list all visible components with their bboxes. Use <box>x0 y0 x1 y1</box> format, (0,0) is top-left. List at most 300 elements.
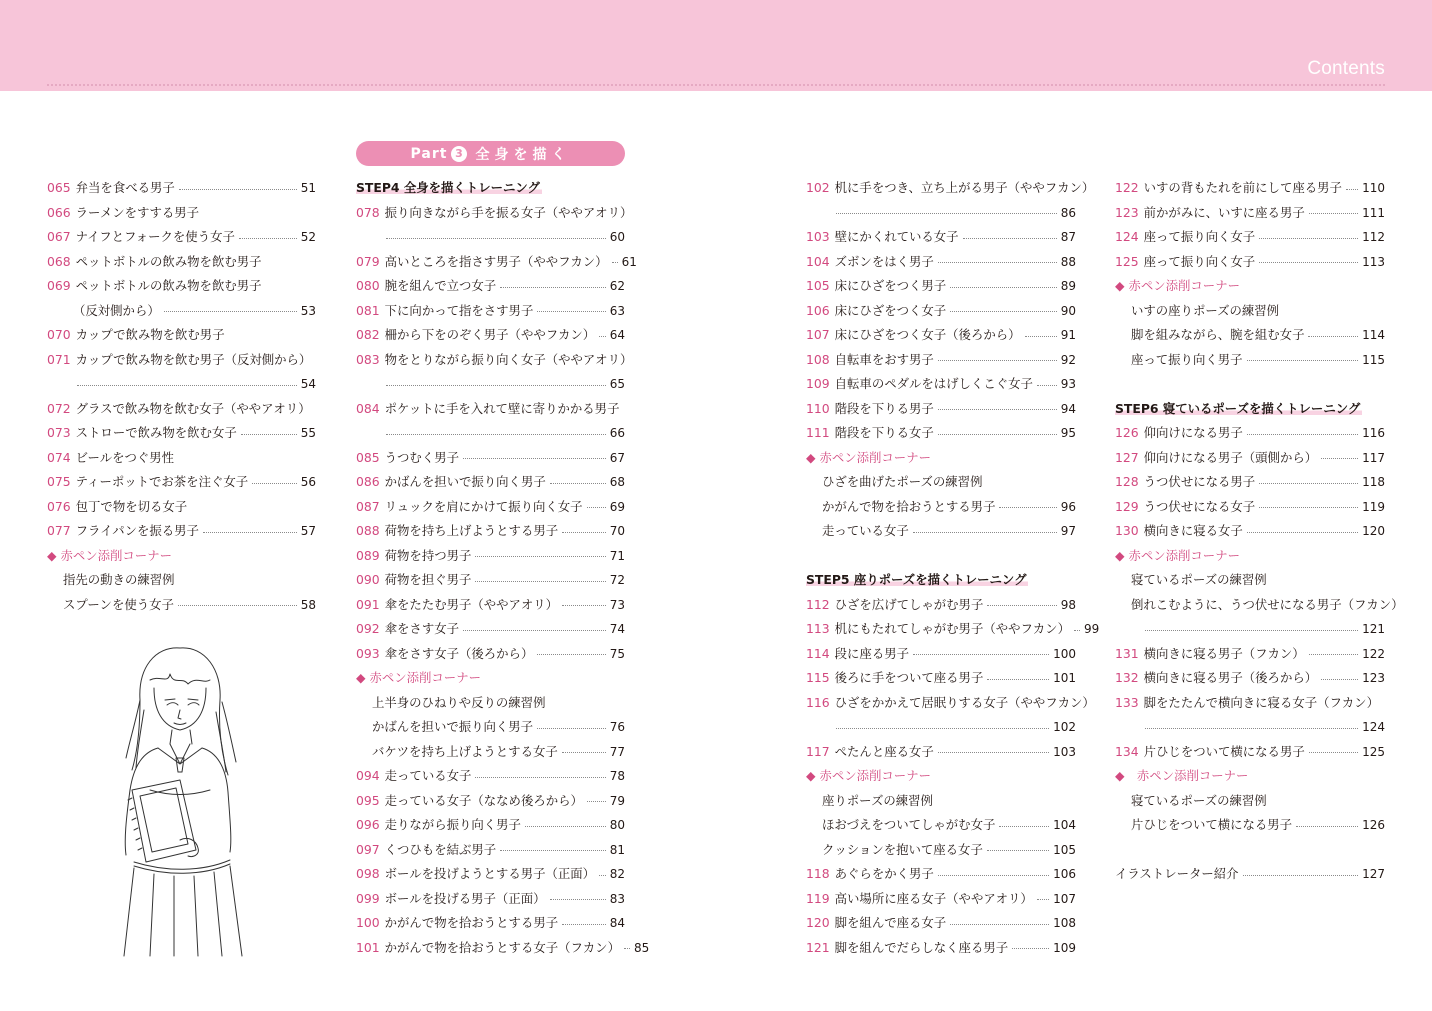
page-title: Contents <box>1307 58 1385 79</box>
entry-number: 094 <box>356 768 380 784</box>
toc-entry <box>356 250 637 275</box>
toc-entry <box>356 299 625 324</box>
entry-page-number: 93 <box>1060 377 1076 392</box>
entry-number: 100 <box>356 915 380 931</box>
dot-leader <box>938 262 1057 263</box>
entry-number: 095 <box>356 792 380 808</box>
toc-entry <box>1115 495 1385 520</box>
entry-number: 122 <box>1115 180 1139 196</box>
entry-page-number: 112 <box>1362 230 1385 245</box>
corner-heading-text: ◆ 赤ペン添削コーナー <box>806 449 931 465</box>
entry-number: 131 <box>1115 645 1139 661</box>
toc-entry <box>1115 691 1385 716</box>
correction-corner-heading <box>1115 544 1385 569</box>
dot-leader <box>550 483 606 484</box>
dot-leader <box>1259 238 1358 239</box>
toc-entry <box>1115 250 1385 275</box>
toc-entry <box>356 642 625 667</box>
toc-entry <box>1115 446 1385 471</box>
toc-entry <box>356 470 625 495</box>
toc-entry <box>356 519 625 544</box>
toc-entry <box>1115 740 1385 765</box>
dot-leader <box>562 924 606 925</box>
entry-page-number: 104 <box>1053 818 1076 833</box>
toc-entry <box>806 323 1076 348</box>
entry-title: いすの座りポーズの練習例 <box>1131 302 1280 318</box>
dot-leader <box>599 875 606 876</box>
entry-page-number: 63 <box>609 303 625 318</box>
entry-page-number: 71 <box>609 548 625 563</box>
entry-number: 108 <box>806 351 830 367</box>
dot-leader <box>252 483 297 484</box>
toc-entry-continuation <box>47 299 316 324</box>
entry-number: 112 <box>806 596 830 612</box>
dot-leader <box>525 826 606 827</box>
entry-title: 机に手をつき、立ち上がる男子（ややフカン） <box>834 180 1095 196</box>
entry-number: 087 <box>356 498 380 514</box>
entry-number: 120 <box>806 915 830 931</box>
entry-title: うつむく男子 <box>384 449 459 465</box>
entry-number: 111 <box>806 425 830 441</box>
dot-leader <box>963 238 1057 239</box>
entry-page-number: 107 <box>1053 891 1076 906</box>
dot-leader <box>1037 899 1049 900</box>
toc-column-4 <box>1115 176 1404 887</box>
entry-number: 104 <box>806 253 830 269</box>
corner-heading-text: ◆ 赤ペン添削コーナー <box>1115 278 1240 294</box>
toc-sub-entry <box>806 495 1076 520</box>
entry-page-number: 77 <box>609 744 625 759</box>
entry-title: 座って振り向く女子 <box>1143 253 1256 269</box>
entry-title: 包丁で物を切る女子 <box>75 498 188 514</box>
entry-page-number: 113 <box>1362 254 1385 269</box>
entry-number: 109 <box>806 376 830 392</box>
entry-page-number: 83 <box>609 891 625 906</box>
entry-number: 066 <box>47 204 71 220</box>
entry-title: カップで飲み物を飲む男子 <box>75 327 225 343</box>
entry-title: 仰向けになる男子（頭側から） <box>1143 449 1318 465</box>
toc-sub-entry <box>1115 299 1385 324</box>
toc-sub-entry <box>1115 813 1385 838</box>
toc-entry <box>47 201 316 226</box>
entry-page-number: 67 <box>609 450 625 465</box>
entry-page-number: 108 <box>1053 916 1076 931</box>
entry-page-number: 126 <box>1362 818 1385 833</box>
entry-page-number: 116 <box>1362 426 1385 441</box>
entry-page-number: 88 <box>1060 254 1076 269</box>
toc-entry <box>806 617 1100 642</box>
toc-entry <box>47 470 316 495</box>
entry-number: 128 <box>1115 474 1139 490</box>
entry-title: 横向きに寝る女子 <box>1143 523 1243 539</box>
entry-number: 085 <box>356 449 380 465</box>
dot-leader <box>386 238 606 239</box>
toc-entry <box>356 617 625 642</box>
dot-leader <box>1247 360 1359 361</box>
dot-leader <box>938 409 1057 410</box>
entry-title: 机にもたれてしゃがむ男子（ややフカン） <box>834 621 1070 637</box>
toc-sub-entry <box>1115 593 1404 618</box>
step-heading-text: STEP5 座りポーズを描くトレーニング <box>806 572 1027 588</box>
toc-column-3 <box>806 176 1100 960</box>
toc-sub-entry <box>1115 568 1385 593</box>
entry-title: かがんで物を拾おうとする男子 <box>384 915 559 931</box>
entry-title: ペットボトルの飲み物を飲む男子 <box>75 278 262 294</box>
toc-entry <box>356 348 633 373</box>
toc-entry <box>1115 862 1385 887</box>
dot-leader <box>386 385 606 386</box>
toc-entry <box>1115 421 1385 446</box>
entry-title: 弁当を食べる男子 <box>75 180 175 196</box>
dot-leader <box>1309 752 1358 753</box>
entry-number: 102 <box>806 180 830 196</box>
entry-number: 071 <box>47 351 71 367</box>
correction-corner-heading <box>1115 764 1385 789</box>
corner-heading-text: ◆ 赤ペン添削コーナー <box>1115 547 1240 563</box>
dot-leader <box>1145 630 1358 631</box>
dot-leader <box>999 826 1049 827</box>
entry-title: うつ伏せになる男子 <box>1143 474 1256 490</box>
entry-title: ティーポットでお茶を注ぐ女子 <box>75 474 249 490</box>
dot-leader <box>239 238 297 239</box>
entry-title: 荷物を担ぐ男子 <box>384 572 472 588</box>
entry-number: 092 <box>356 621 380 637</box>
entry-number: 090 <box>356 572 380 588</box>
entry-page-number: 117 <box>1362 450 1385 465</box>
entry-title: ひざを曲げたポーズの練習例 <box>822 474 983 490</box>
entry-number: 133 <box>1115 694 1139 710</box>
corner-heading-text: ◆ 赤ペン添削コーナー <box>806 768 931 784</box>
entry-page-number: 69 <box>609 499 625 514</box>
entry-title: 寝ているポーズの練習例 <box>1131 572 1267 588</box>
entry-number: 121 <box>806 939 830 955</box>
entry-title: 高いところを指さす男子（ややフカン） <box>384 253 608 269</box>
toc-entry <box>806 740 1076 765</box>
entry-title: 物をとりながら振り向く女子（ややアオリ） <box>384 351 633 367</box>
correction-corner-heading <box>806 764 1076 789</box>
toc-sub-entry <box>1115 348 1385 373</box>
entry-page-number: 122 <box>1362 646 1385 661</box>
entry-page-number: 51 <box>300 181 316 196</box>
toc-entry <box>356 838 625 863</box>
dot-leader <box>463 630 606 631</box>
entry-title: グラスで飲み物を飲む女子（ややアオリ） <box>75 400 311 416</box>
toc-entry <box>806 666 1076 691</box>
toc-entry <box>356 495 625 520</box>
toc-entry <box>356 764 625 789</box>
toc-entry <box>806 225 1076 250</box>
entry-page-number: 125 <box>1362 744 1385 759</box>
entry-number: 096 <box>356 817 380 833</box>
dot-leader <box>950 287 1057 288</box>
dot-leader <box>587 801 606 802</box>
entry-number: 072 <box>47 400 71 416</box>
entry-page-number: 101 <box>1053 671 1076 686</box>
header-banner <box>0 0 1432 91</box>
dot-leader <box>987 605 1056 606</box>
entry-page-number: 80 <box>609 818 625 833</box>
toc-entry-continuation <box>806 201 1076 226</box>
toc-sub-entry <box>356 715 625 740</box>
entry-title: ナイフとフォークを使う女子 <box>75 229 235 245</box>
entry-page-number: 111 <box>1362 205 1385 220</box>
entry-page-number: 106 <box>1053 867 1076 882</box>
toc-entry <box>806 887 1076 912</box>
toc-entry <box>47 421 316 446</box>
schoolgirl-illustration <box>110 640 250 964</box>
dot-leader <box>587 507 606 508</box>
entry-title: （反対側から） <box>73 302 160 318</box>
step-heading <box>806 568 1076 593</box>
entry-number: 118 <box>806 866 830 882</box>
entry-title: 走りながら振り向く男子 <box>384 817 521 833</box>
entry-title: ボールを投げようとする男子（正面） <box>384 866 596 882</box>
entry-number: 088 <box>356 523 380 539</box>
entry-title: 前かがみに、いすに座る男子 <box>1143 204 1305 220</box>
dot-leader <box>550 899 606 900</box>
entry-title: 自転車をおす男子 <box>834 351 934 367</box>
entry-title: 振り向きながら手を振る女子（ややアオリ） <box>384 204 633 220</box>
toc-entry <box>47 250 316 275</box>
entry-page-number: 99 <box>1083 622 1100 637</box>
entry-title: 段に座る男子 <box>834 645 909 661</box>
toc-sub-entry <box>47 568 316 593</box>
correction-corner-heading <box>806 446 1076 471</box>
entry-number: 067 <box>47 229 71 245</box>
entry-title: スプーンを使う女子 <box>63 596 174 612</box>
entry-number: 125 <box>1115 253 1139 269</box>
entry-number: 119 <box>806 890 830 906</box>
toc-column-2 <box>356 176 650 960</box>
entry-title: 高い場所に座る女子（ややアオリ） <box>834 890 1033 906</box>
entry-page-number: 120 <box>1362 524 1385 539</box>
entry-page-number: 65 <box>609 377 625 392</box>
toc-entry <box>806 397 1076 422</box>
dot-leader <box>1259 483 1358 484</box>
entry-number: 079 <box>356 253 380 269</box>
entry-title: 傘をたたむ男子（ややアオリ） <box>384 596 559 612</box>
dot-leader <box>987 850 1049 851</box>
entry-title: 柵から下をのぞく男子（ややフカン） <box>384 327 596 343</box>
entry-page-number: 78 <box>609 769 625 784</box>
toc-entry <box>1115 519 1385 544</box>
entry-page-number: 87 <box>1060 230 1076 245</box>
entry-page-number: 81 <box>609 842 625 857</box>
entry-number: 101 <box>356 939 380 955</box>
entry-title: ひざを広げてしゃがむ男子 <box>834 596 984 612</box>
entry-page-number: 85 <box>633 940 650 955</box>
toc-sub-entry <box>356 691 625 716</box>
entry-title: 脚を組んでだらしなく座る男子 <box>834 939 1009 955</box>
toc-entry <box>806 274 1076 299</box>
entry-page-number: 100 <box>1053 646 1076 661</box>
dot-leader <box>475 777 605 778</box>
entry-title: かがんで物を拾おうとする女子（フカン） <box>384 939 620 955</box>
step-heading <box>356 176 625 201</box>
toc-entry <box>1115 642 1385 667</box>
entry-page-number: 121 <box>1362 622 1385 637</box>
toc-entry <box>806 372 1076 397</box>
dot-leader <box>950 311 1057 312</box>
toc-entry <box>1115 666 1385 691</box>
entry-title: 走っている女子 <box>384 768 472 784</box>
entry-title: 走っている女子 <box>822 523 909 539</box>
dot-leader <box>1025 336 1057 337</box>
dot-leader <box>1247 434 1358 435</box>
entry-number: 074 <box>47 449 71 465</box>
toc-entry <box>806 642 1076 667</box>
entry-number: 103 <box>806 229 830 245</box>
toc-entry <box>356 887 625 912</box>
entry-page-number: 98 <box>1060 597 1076 612</box>
dot-leader <box>475 556 605 557</box>
entry-number: 083 <box>356 351 380 367</box>
entry-title: 座って振り向く男子 <box>1131 351 1243 367</box>
toc-entry <box>356 862 625 887</box>
entry-title: 横向きに寝る男子（後ろから） <box>1143 670 1318 686</box>
dot-leader <box>938 752 1049 753</box>
corner-heading-text: ◆ 赤ペン添削コーナー <box>47 547 172 563</box>
entry-number: 075 <box>47 474 71 490</box>
toc-sub-entry <box>356 740 625 765</box>
toc-sub-entry <box>1115 789 1385 814</box>
dot-leader <box>562 532 606 533</box>
dot-leader <box>1309 213 1358 214</box>
entry-page-number: 110 <box>1362 181 1385 196</box>
toc-entry <box>356 936 650 961</box>
entry-page-number: 114 <box>1362 328 1385 343</box>
entry-title: いすの背もたれを前にして座る男子 <box>1143 180 1342 196</box>
dot-leader <box>1247 532 1358 533</box>
toc-entry <box>47 397 316 422</box>
entry-page-number: 103 <box>1053 744 1076 759</box>
toc-entry <box>806 862 1076 887</box>
entry-title: 後ろに手をついて座る男子 <box>834 670 984 686</box>
entry-page-number: 55 <box>300 426 316 441</box>
entry-page-number: 95 <box>1060 426 1076 441</box>
entry-number: 084 <box>356 400 380 416</box>
toc-entry <box>1115 201 1385 226</box>
entry-title: あぐらをかく男子 <box>834 866 934 882</box>
toc-entry <box>1115 470 1385 495</box>
dot-leader <box>203 532 297 533</box>
dot-leader <box>938 360 1057 361</box>
toc-entry <box>806 348 1076 373</box>
entry-page-number: 123 <box>1362 671 1385 686</box>
toc-entry-continuation <box>1115 715 1385 740</box>
dot-leader <box>1308 336 1358 337</box>
dot-leader <box>77 385 297 386</box>
entry-number: 089 <box>356 547 380 563</box>
toc-entry <box>1115 225 1385 250</box>
entry-page-number: 124 <box>1362 720 1385 735</box>
entry-number: 132 <box>1115 670 1139 686</box>
entry-title: ビールをつぐ男性 <box>75 449 175 465</box>
entry-title: 寝ているポーズの練習例 <box>1131 792 1267 808</box>
toc-entry <box>806 936 1076 961</box>
entry-number: 124 <box>1115 229 1139 245</box>
entry-page-number: 102 <box>1053 720 1076 735</box>
corner-heading-text: ◆ 赤ペン添削コーナー <box>356 670 481 686</box>
entry-title: くつひもを結ぶ男子 <box>384 841 497 857</box>
entry-page-number: 64 <box>609 328 625 343</box>
entry-number: 080 <box>356 278 380 294</box>
toc-entry <box>356 274 625 299</box>
step-heading-text: STEP4 全身を描くトレーニング <box>356 180 540 196</box>
dot-leader <box>386 434 606 435</box>
toc-sub-entry <box>47 593 316 618</box>
entry-title: 傘をさす女子（後ろから） <box>384 645 534 661</box>
entry-page-number: 84 <box>609 916 625 931</box>
entry-page-number: 119 <box>1362 499 1385 514</box>
entry-page-number: 127 <box>1362 867 1385 882</box>
entry-number: 110 <box>806 400 830 416</box>
toc-entry <box>806 176 1095 201</box>
toc-entry-continuation <box>356 372 625 397</box>
entry-number: 082 <box>356 327 380 343</box>
entry-title: 仰向けになる男子 <box>1143 425 1243 441</box>
entry-number: 097 <box>356 841 380 857</box>
entry-title: 階段を下りる男子 <box>834 400 934 416</box>
entry-title: 床にひざをつく女子 <box>834 302 947 318</box>
entry-page-number: 70 <box>609 524 625 539</box>
dot-leader <box>950 924 1049 925</box>
toc-entry-continuation <box>356 421 625 446</box>
dot-leader <box>164 311 297 312</box>
entry-number: 081 <box>356 302 380 318</box>
toc-entry <box>47 446 316 471</box>
spacer <box>1115 372 1385 397</box>
dot-leader <box>1259 507 1358 508</box>
dot-leader <box>537 654 605 655</box>
entry-title: リュックを肩にかけて振り向く女子 <box>384 498 583 514</box>
dot-leader <box>1074 630 1080 631</box>
entry-title: 脚をたたんで横向きに寝る女子（フカン） <box>1143 694 1379 710</box>
dot-leader <box>1243 875 1359 876</box>
part-heading <box>356 141 625 166</box>
entry-page-number: 94 <box>1060 401 1076 416</box>
entry-page-number: 105 <box>1053 842 1076 857</box>
entry-page-number: 54 <box>300 377 316 392</box>
entry-title: カップで飲み物を飲む男子（反対側から） <box>75 351 312 367</box>
entry-title: ほおづえをついてしゃがむ女子 <box>822 817 996 833</box>
entry-number: 070 <box>47 327 71 343</box>
corner-heading-text: ◆ 赤ペン添削コーナー <box>1115 768 1249 784</box>
entry-number: 115 <box>806 670 830 686</box>
toc-entry-continuation <box>1115 617 1385 642</box>
toc-entry <box>47 495 316 520</box>
entry-number: 065 <box>47 180 71 196</box>
toc-sub-entry <box>806 813 1076 838</box>
dot-leader <box>999 507 1056 508</box>
dot-leader <box>836 213 1057 214</box>
dot-leader <box>1259 262 1358 263</box>
dot-leader <box>624 948 630 949</box>
toc-entry <box>806 299 1076 324</box>
entry-title: 座りポーズの練習例 <box>822 792 933 808</box>
toc-entry <box>356 813 625 838</box>
toc-entry <box>806 593 1076 618</box>
entry-title: 腕を組んで立つ女子 <box>384 278 497 294</box>
spacer <box>806 544 1076 569</box>
step-heading-text: STEP6 寝ているポーズを描くトレーニング <box>1115 400 1361 416</box>
part-label: Part <box>410 145 448 162</box>
dot-leader <box>913 654 1049 655</box>
entry-title: ぺたんと座る女子 <box>834 743 934 759</box>
entry-number: 114 <box>806 645 830 661</box>
entry-page-number: 79 <box>609 793 625 808</box>
entry-number: 134 <box>1115 743 1139 759</box>
